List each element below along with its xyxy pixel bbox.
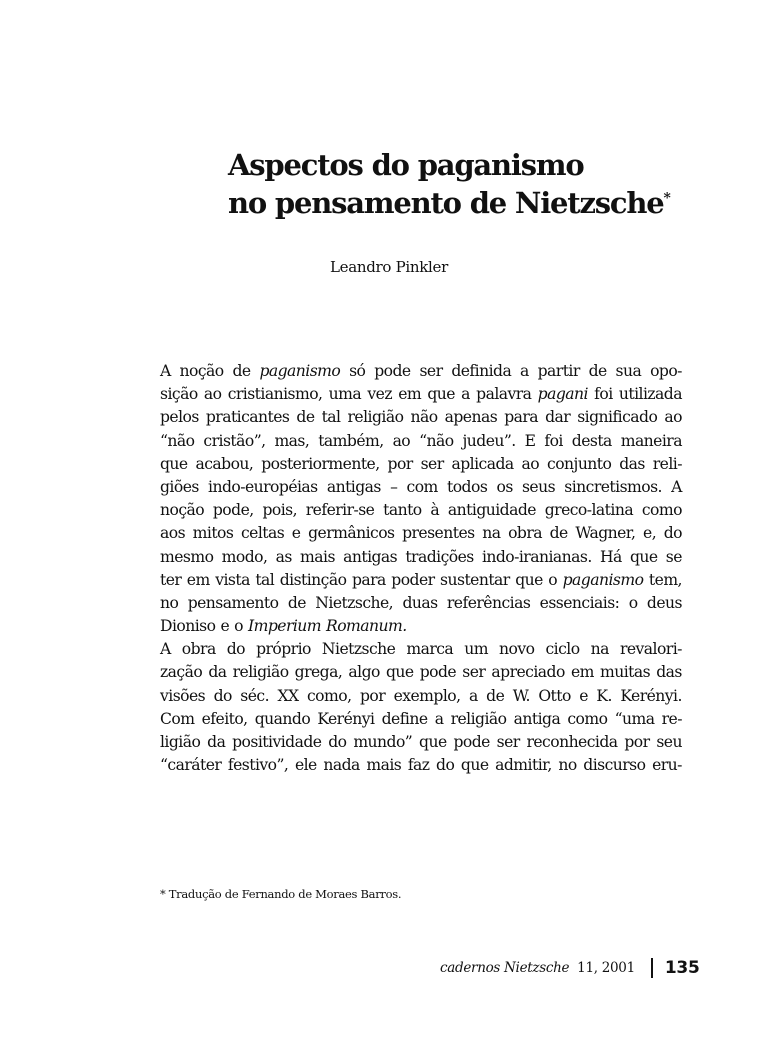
page-number: 135 bbox=[664, 958, 700, 978]
body-line: Dioniso e o Imperium Romanum. bbox=[160, 617, 407, 636]
body-line: “caráter festivo”, ele nada mais faz do que admitir, no discurso eru- bbox=[160, 756, 682, 775]
running-footer bbox=[440, 958, 699, 978]
body-line: giões indo-européias antigas – com todos os seus sincretismos. A bbox=[160, 477, 682, 496]
title-line-2: no pensamento de Nietzsche bbox=[228, 186, 664, 220]
author-name: Leandro Pinkler bbox=[330, 258, 448, 276]
article-title bbox=[228, 146, 670, 222]
title-footnote-mark: * bbox=[663, 190, 670, 207]
body-line: Com efeito, quando Kerényi define a religião antiga como “uma re- bbox=[160, 709, 682, 728]
body-line: pelos praticantes de tal religião não apenas para dar significado ao bbox=[160, 408, 682, 427]
body-line: ligião da positividade do mundo” que pode ser reconhecida por seu bbox=[160, 733, 682, 751]
footnote: * Tradução de Fernando de Moraes Barros. bbox=[160, 887, 402, 901]
body-line: A noção de paganismo só pode ser definida a partir de sua opo- bbox=[160, 362, 682, 380]
journal-issue: 11, 2001 bbox=[577, 960, 635, 976]
body-line: que acabou, posteriormente, por ser aplicada ao conjunto das reli- bbox=[160, 454, 682, 473]
journal-name: cadernos Nietzsche bbox=[440, 960, 570, 976]
body-line: zação da religião grega, algo que pode ser apreciado em muitas das bbox=[160, 663, 682, 682]
body-text bbox=[160, 360, 682, 777]
body-line: mesmo modo, as mais antigas tradições indo-iranianas. Há que se bbox=[160, 547, 682, 566]
body-line: ter em vista tal distinção para poder sustentar que o paganismo tem, bbox=[160, 570, 682, 589]
body-line: noção pode, pois, referir-se tanto à antiguidade greco-latina como bbox=[160, 501, 682, 520]
footer-separator bbox=[651, 958, 653, 978]
body-line: aos mitos celtas e germânicos presentes na obra de Wagner, e, do bbox=[160, 524, 682, 543]
body-line: “não cristão”, mas, também, ao “não judeu”. E foi desta maneira bbox=[160, 431, 682, 450]
body-line: visões do séc. XX como, por exemplo, a de W. Otto e K. Kerényi. bbox=[160, 686, 682, 705]
title-line-1: Aspectos do paganismo bbox=[228, 148, 584, 182]
body-line: no pensamento de Nietzsche, duas referências essenciais: o deus bbox=[160, 593, 682, 612]
body-line: sição ao cristianismo, uma vez em que a palavra pagani foi utilizada bbox=[160, 385, 682, 404]
body-line: A obra do próprio Nietzsche marca um novo ciclo na revalori- bbox=[160, 640, 682, 659]
